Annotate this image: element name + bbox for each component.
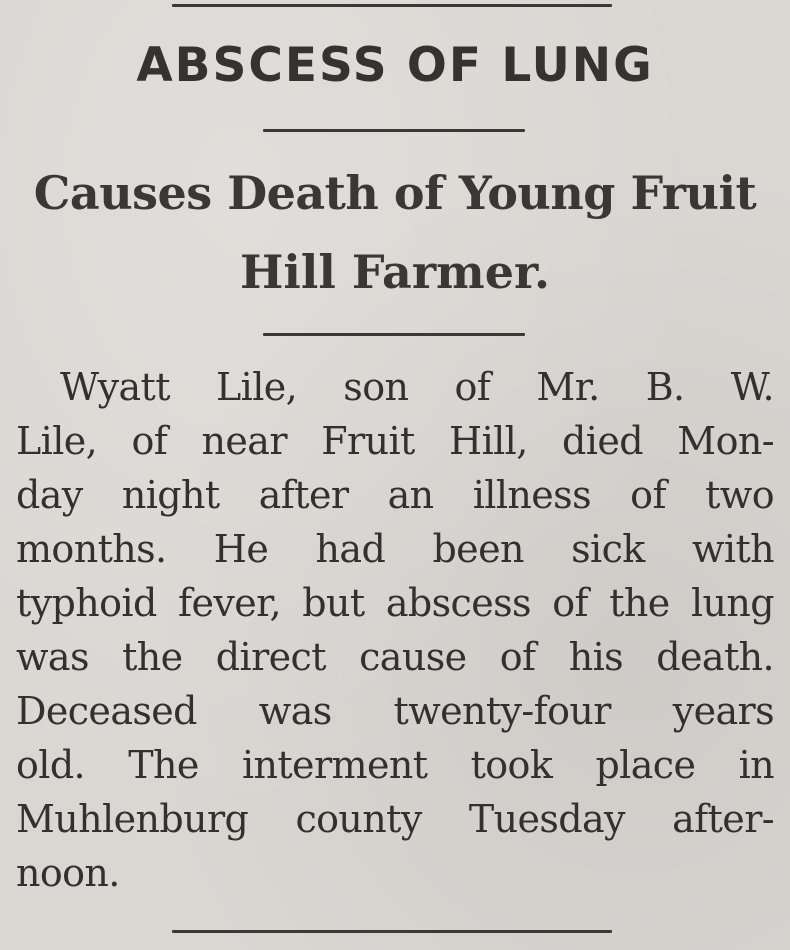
body-line-5: typhoid fever, but abscess of the lung — [16, 581, 774, 625]
body-line-9: Muhlenburg county Tuesday after- — [16, 797, 774, 841]
body-line-10: noon. — [16, 851, 120, 895]
bottom-divider-rule — [172, 930, 612, 933]
body-line-2: Lile, of near Fruit Hill, died Mon- — [16, 419, 774, 463]
headline-divider-rule — [263, 129, 525, 132]
article-body — [16, 360, 774, 900]
subheadline-divider-rule — [263, 333, 525, 336]
headline: ABSCESS OF LUNG — [136, 38, 654, 93]
body-line-7: Deceased was twenty-four years — [16, 689, 774, 733]
body-line-8: old. The interment took place in — [16, 743, 774, 787]
top-divider-rule — [172, 4, 612, 7]
body-line-3: day night after an illness of two — [16, 473, 774, 517]
subheadline-line-2: Hill Farmer. — [239, 245, 551, 299]
subheadline-line-1: Causes Death of Young Fruit — [33, 166, 757, 220]
body-line-1: Wyatt Lile, son of Mr. B. W. — [60, 365, 774, 409]
body-line-6: was the direct cause of his death. — [16, 635, 774, 679]
body-line-4: months. He had been sick with — [16, 527, 774, 571]
